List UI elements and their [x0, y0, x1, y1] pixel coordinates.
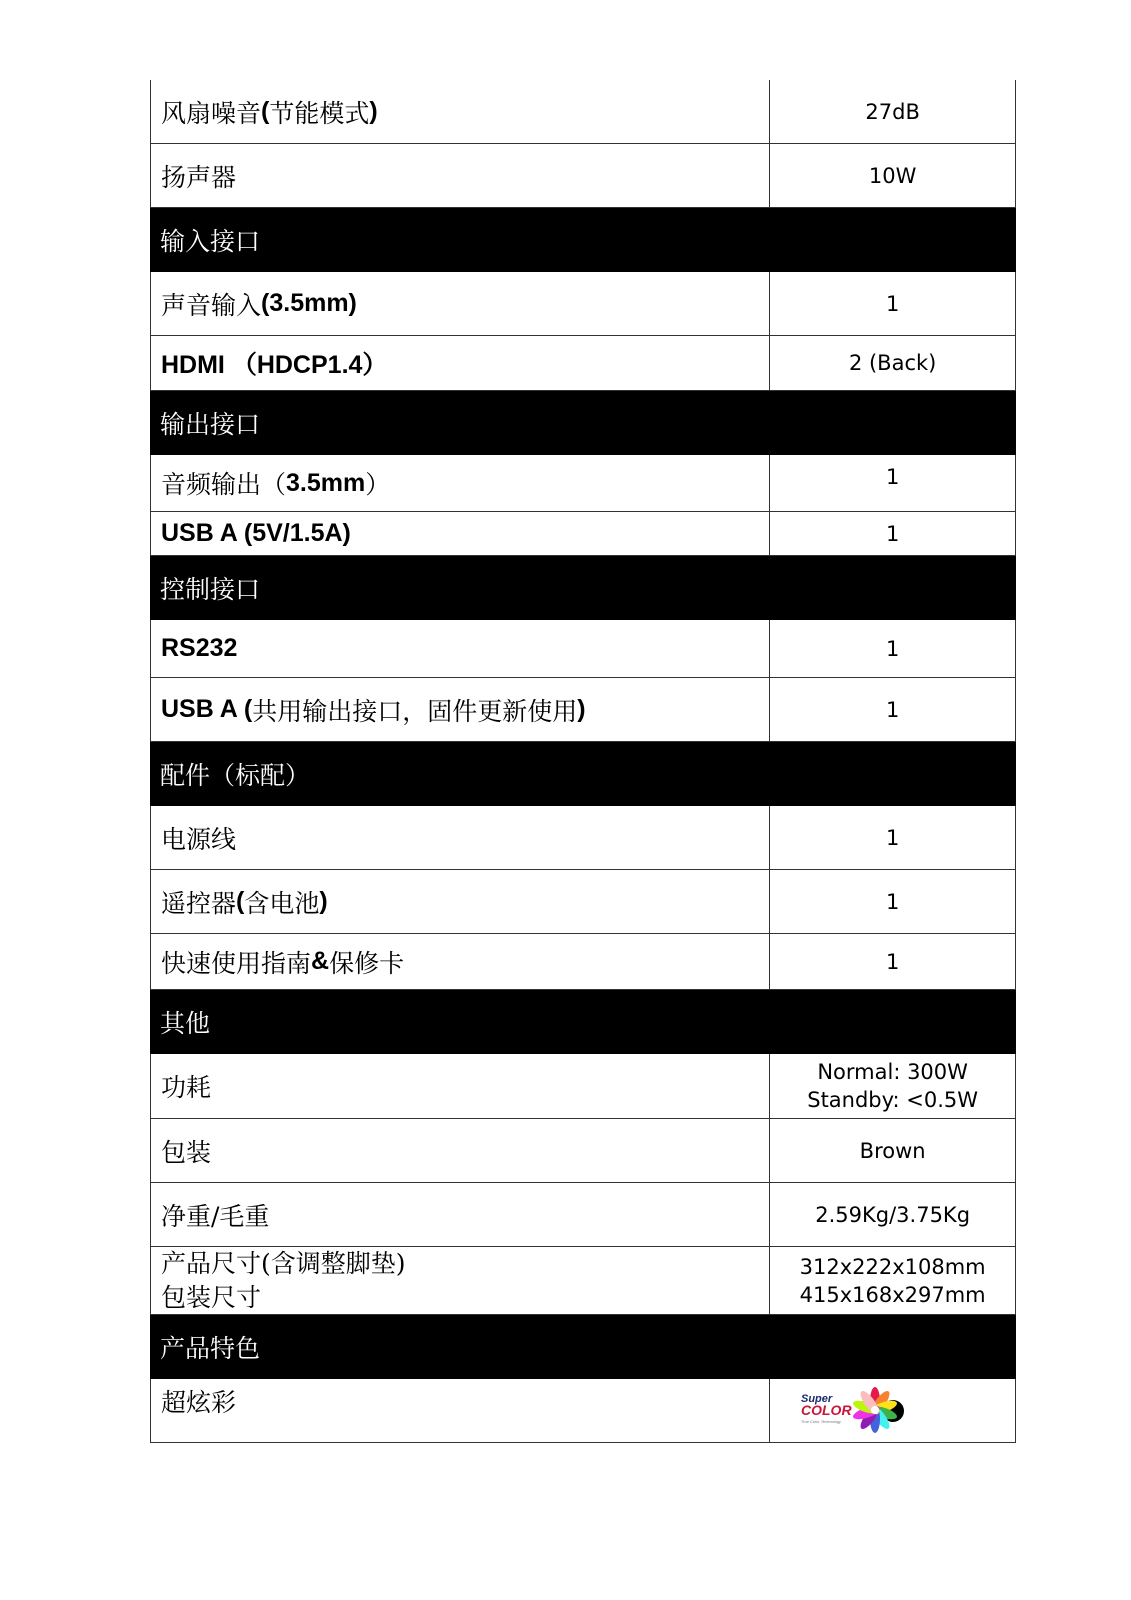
spec-row-power — [150, 1054, 1016, 1119]
spec-row-rs232 — [150, 620, 1016, 678]
spec-label: 净重/毛重 — [151, 1183, 770, 1246]
spec-row-dimensions — [150, 1247, 1016, 1315]
spec-label — [151, 870, 770, 933]
spec-row-power-cord — [150, 806, 1016, 870]
logo-color-text: COLOR — [801, 1401, 852, 1418]
spec-row-packaging — [150, 1119, 1016, 1183]
logo-sub-text: True Color Technology — [801, 1418, 842, 1424]
spec-value: 1 — [885, 465, 900, 489]
label-text: 3.5mm — [286, 468, 366, 497]
label-text: ( — [236, 887, 245, 915]
value-line: Standby: <0.5W — [807, 1088, 979, 1112]
value-line: Normal: 300W — [817, 1060, 968, 1084]
section-header-accessories: 配件（标配） — [150, 742, 1016, 806]
spec-row-weight — [150, 1183, 1016, 1247]
spec-row-guide — [150, 934, 1016, 990]
spec-row-super-color — [150, 1379, 1016, 1443]
spec-value — [770, 1247, 1015, 1314]
spec-value: 1 — [885, 521, 900, 546]
spec-value: 1 — [885, 697, 900, 722]
spec-value — [770, 1054, 1015, 1118]
label-text: 共用输出接口，固件更新使用 — [252, 696, 578, 726]
spec-value: 2.59Kg/3.75Kg — [815, 1202, 971, 1227]
spec-label — [151, 455, 770, 511]
label-text: (3.5mm) — [261, 289, 357, 317]
spec-label: 扬声器 — [151, 144, 770, 207]
spec-row-usb-a — [150, 512, 1016, 556]
spec-row-speaker — [150, 144, 1016, 208]
label-text: 风扇噪音 — [161, 98, 262, 128]
label-text: ） — [365, 470, 391, 499]
label-text: 遥控器 — [161, 888, 237, 918]
spec-value: 1 — [885, 889, 900, 914]
logo-super-text: Super — [801, 1392, 833, 1405]
logo-wordmark — [801, 1394, 852, 1427]
spec-table — [150, 80, 1016, 1443]
value-line: 312x222x108mm — [799, 1254, 986, 1279]
spec-label: 包装 — [151, 1119, 770, 1182]
label-text: ( — [261, 97, 270, 125]
label-text: USB A ( — [161, 695, 253, 723]
label-text: 含电池 — [244, 888, 320, 918]
spec-value: Brown — [859, 1138, 926, 1163]
spec-label: USB A (5V/1.5A) — [151, 512, 770, 555]
super-color-logo — [801, 1387, 898, 1433]
section-header-other: 其他 — [150, 990, 1016, 1054]
spec-label: RS232 — [151, 620, 770, 677]
label-line: 产品尺寸(含调整脚垫) — [161, 1248, 406, 1278]
spec-label — [151, 272, 770, 335]
spec-row-audio-out — [150, 455, 1016, 512]
label-text: 节能模式 — [269, 98, 370, 128]
section-header-features: 产品特色 — [150, 1315, 1016, 1379]
spec-value: 1 — [885, 291, 900, 316]
label-wrap — [161, 1383, 852, 1442]
spec-value: 1 — [885, 825, 900, 850]
label-text: ) — [577, 695, 586, 723]
spec-label — [151, 678, 770, 741]
section-header-control: 控制接口 — [150, 556, 1016, 620]
section-header-output: 输出接口 — [150, 391, 1016, 455]
spec-value: 10W — [868, 163, 917, 188]
spec-row-usb-firmware — [150, 678, 1016, 742]
value-line: 415x168x297mm — [799, 1282, 986, 1307]
spec-label — [151, 1247, 770, 1314]
spec-value: 1 — [885, 636, 900, 661]
spec-row-remote — [150, 870, 1016, 934]
label-text: 保修卡 — [329, 948, 405, 978]
label-text: 声音输入 — [161, 290, 262, 320]
spec-row-hdmi — [150, 336, 1016, 391]
label-text: ) — [369, 97, 378, 125]
flower-icon — [852, 1387, 898, 1433]
label-text: 音频输出（ — [161, 470, 287, 499]
spec-row-fan-noise — [150, 80, 1016, 144]
spec-label — [151, 934, 770, 989]
spec-label: HDMI （HDCP1.4） — [151, 336, 770, 390]
spec-label — [151, 1379, 852, 1442]
spec-row-audio-in — [150, 272, 1016, 336]
spec-value: 27dB — [865, 99, 920, 124]
label-line: 包装尺寸 — [161, 1282, 262, 1312]
label-text: 快速使用指南 — [161, 948, 312, 978]
spec-value: 2 (Back) — [848, 351, 937, 375]
spec-label — [151, 80, 770, 143]
spec-value: 1 — [885, 949, 900, 974]
spec-label: 电源线 — [151, 806, 770, 869]
label-text: 超炫彩 — [161, 1388, 237, 1417]
label-text: & — [311, 947, 330, 975]
spec-label: 功耗 — [151, 1054, 770, 1118]
label-text: ) — [319, 887, 328, 915]
section-header-input: 输入接口 — [150, 208, 1016, 272]
